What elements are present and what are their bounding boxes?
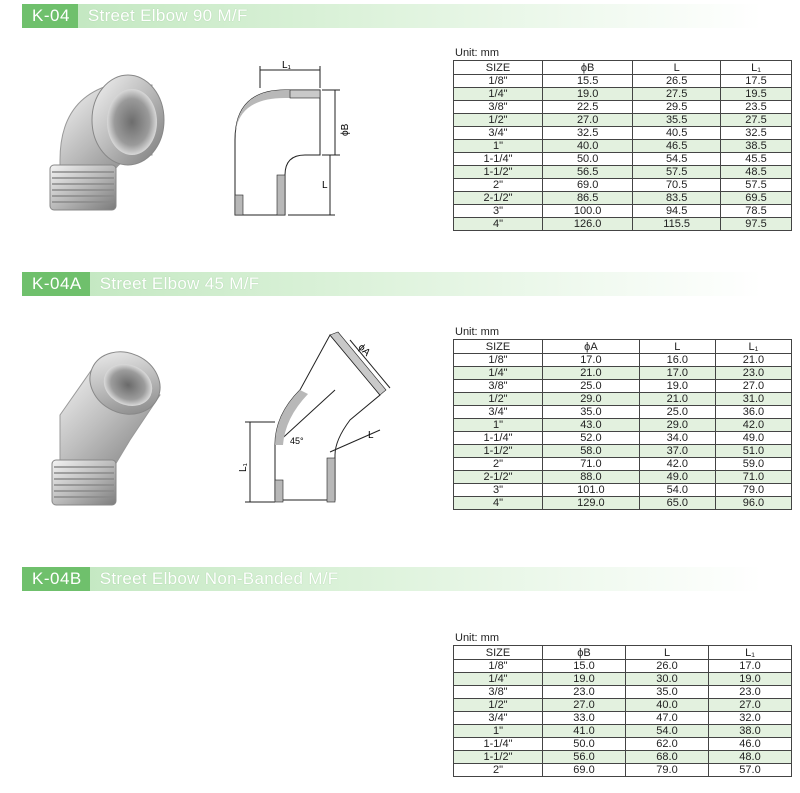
table-cell: 1/8" <box>454 660 543 673</box>
table-cell: 15.0 <box>543 660 626 673</box>
table-cell: 34.0 <box>639 432 715 445</box>
table-cell: 79.0 <box>626 764 709 777</box>
table-cell: 42.0 <box>715 419 791 432</box>
table-cell: 17.0 <box>709 660 792 673</box>
table-cell: 23.5 <box>721 101 792 114</box>
table-row <box>454 114 792 127</box>
table-cell: 129.0 <box>543 497 640 510</box>
table-row <box>454 458 792 471</box>
table-row <box>454 140 792 153</box>
table-row <box>454 445 792 458</box>
table-row <box>454 660 792 673</box>
table-cell: 35.5 <box>633 114 721 127</box>
table-cell: 54.5 <box>633 153 721 166</box>
table-cell: 45.5 <box>721 153 792 166</box>
table-cell: 57.5 <box>633 166 721 179</box>
table-cell: 2-1/2" <box>454 192 543 205</box>
table-cell: 25.0 <box>639 406 715 419</box>
section-title: Street Elbow Non-Banded M/F <box>99 569 339 588</box>
table-cell: 1-1/2" <box>454 751 543 764</box>
table-cell: 38.5 <box>721 140 792 153</box>
table-row <box>454 127 792 140</box>
table-cell: 1" <box>454 419 543 432</box>
table-cell: 15.5 <box>543 75 633 88</box>
table-cell: 33.0 <box>543 712 626 725</box>
table-cell: 23.0 <box>709 686 792 699</box>
column-header: L <box>626 646 709 660</box>
table-cell: 3/8" <box>454 101 543 114</box>
table-cell: 23.0 <box>543 686 626 699</box>
table-cell: 100.0 <box>543 205 633 218</box>
table-cell: 71.0 <box>715 471 791 484</box>
table-cell: 3" <box>454 484 543 497</box>
table-row <box>454 497 792 510</box>
table-cell: 2-1/2" <box>454 471 543 484</box>
table-cell: 1" <box>454 140 543 153</box>
table-cell: 1/4" <box>454 673 543 686</box>
table-row <box>454 738 792 751</box>
table-cell: 32.5 <box>721 127 792 140</box>
table-cell: 19.5 <box>721 88 792 101</box>
unit-label: Unit: mm <box>455 632 499 644</box>
table-row <box>454 699 792 712</box>
table-cell: 79.0 <box>715 484 791 497</box>
section-code: K-04B <box>22 567 90 591</box>
table-cell: 49.0 <box>715 432 791 445</box>
table-row <box>454 354 792 367</box>
column-header: L <box>633 61 721 75</box>
table-row <box>454 192 792 205</box>
table-cell: 22.5 <box>543 101 633 114</box>
table-cell: 32.5 <box>543 127 633 140</box>
section-header-k04a <box>22 272 762 296</box>
table-cell: 46.5 <box>633 140 721 153</box>
table-cell: 27.0 <box>543 114 633 127</box>
dim-l-label: L <box>368 430 374 441</box>
table-cell: 3/4" <box>454 406 543 419</box>
table-cell: 1/8" <box>454 75 543 88</box>
elbow-90-drawing <box>210 60 370 230</box>
table-cell: 21.0 <box>543 367 640 380</box>
table-row <box>454 432 792 445</box>
table-row <box>454 218 792 231</box>
table-header-row <box>454 646 792 660</box>
unit-label: Unit: mm <box>455 47 499 59</box>
table-row <box>454 179 792 192</box>
table-row <box>454 484 792 497</box>
table-row <box>454 380 792 393</box>
table-cell: 30.0 <box>626 673 709 686</box>
table-cell: 2" <box>454 458 543 471</box>
table-cell: 38.0 <box>709 725 792 738</box>
table-row <box>454 712 792 725</box>
table-row <box>454 725 792 738</box>
table-cell: 54.0 <box>639 484 715 497</box>
table-cell: 1/4" <box>454 88 543 101</box>
section-title: Street Elbow 90 M/F <box>87 6 248 25</box>
table-cell: 41.0 <box>543 725 626 738</box>
table-row <box>454 153 792 166</box>
table-cell: 27.5 <box>721 114 792 127</box>
dim-l1-label: L₁ <box>282 60 291 71</box>
table-cell: 56.0 <box>543 751 626 764</box>
table-cell: 19.0 <box>543 88 633 101</box>
table-cell: 48.5 <box>721 166 792 179</box>
table-cell: 1/8" <box>454 354 543 367</box>
table-cell: 71.0 <box>543 458 640 471</box>
column-header: L₁ <box>721 61 792 75</box>
table-cell: 19.0 <box>543 673 626 686</box>
table-cell: 97.5 <box>721 218 792 231</box>
unit-label: Unit: mm <box>455 326 499 338</box>
table-cell: 1/2" <box>454 699 543 712</box>
table-cell: 32.0 <box>709 712 792 725</box>
table-cell: 29.0 <box>639 419 715 432</box>
table-cell: 31.0 <box>715 393 791 406</box>
dim-l-label: L <box>322 180 328 191</box>
table-cell: 65.0 <box>639 497 715 510</box>
table-cell: 35.0 <box>543 406 640 419</box>
table-cell: 101.0 <box>543 484 640 497</box>
table-cell: 27.5 <box>633 88 721 101</box>
table-cell: 88.0 <box>543 471 640 484</box>
table-cell: 52.0 <box>543 432 640 445</box>
elbow-45-drawing <box>230 330 400 520</box>
table-cell: 3" <box>454 205 543 218</box>
table-cell: 1-1/4" <box>454 432 543 445</box>
table-row <box>454 393 792 406</box>
dim-b-label: ϕB <box>340 123 351 136</box>
table-cell: 17.0 <box>639 367 715 380</box>
dim-a-label: ϕA <box>355 342 373 359</box>
table-cell: 69.5 <box>721 192 792 205</box>
table-cell: 27.0 <box>543 699 626 712</box>
table-cell: 1/4" <box>454 367 543 380</box>
table-cell: 3/8" <box>454 380 543 393</box>
table-cell: 1-1/4" <box>454 153 543 166</box>
table-cell: 69.0 <box>543 764 626 777</box>
table-cell: 21.0 <box>639 393 715 406</box>
table-cell: 40.0 <box>543 140 633 153</box>
table-cell: 68.0 <box>626 751 709 764</box>
section-title: Street Elbow 45 M/F <box>99 274 260 293</box>
column-header: L₁ <box>709 646 792 660</box>
table-cell: 57.0 <box>709 764 792 777</box>
table-cell: 2" <box>454 179 543 192</box>
column-header: SIZE <box>454 340 543 354</box>
spec-table-k04b <box>453 645 792 777</box>
table-row <box>454 751 792 764</box>
table-row <box>454 764 792 777</box>
table-row <box>454 419 792 432</box>
dim-l1-label: L₁ <box>238 463 249 472</box>
table-cell: 26.5 <box>633 75 721 88</box>
table-cell: 49.0 <box>639 471 715 484</box>
table-cell: 1/2" <box>454 114 543 127</box>
table-row <box>454 166 792 179</box>
table-cell: 21.0 <box>715 354 791 367</box>
table-cell: 83.5 <box>633 192 721 205</box>
table-cell: 70.5 <box>633 179 721 192</box>
table-cell: 1-1/2" <box>454 445 543 458</box>
table-row <box>454 101 792 114</box>
table-cell: 35.0 <box>626 686 709 699</box>
table-cell: 94.5 <box>633 205 721 218</box>
column-header: L₁ <box>715 340 791 354</box>
table-header-row <box>454 61 792 75</box>
column-header: L <box>639 340 715 354</box>
table-cell: 1-1/2" <box>454 166 543 179</box>
table-cell: 50.0 <box>543 153 633 166</box>
column-header: ϕB <box>543 646 626 660</box>
table-cell: 46.0 <box>709 738 792 751</box>
table-cell: 3/4" <box>454 127 543 140</box>
table-cell: 16.0 <box>639 354 715 367</box>
section-code: K-04 <box>22 4 78 28</box>
table-row <box>454 686 792 699</box>
table-cell: 86.5 <box>543 192 633 205</box>
table-cell: 51.0 <box>715 445 791 458</box>
table-cell: 56.5 <box>543 166 633 179</box>
table-cell: 4" <box>454 218 543 231</box>
table-cell: 29.5 <box>633 101 721 114</box>
spec-table-k04 <box>453 60 792 231</box>
table-cell: 25.0 <box>543 380 640 393</box>
elbow-90-photo <box>40 60 180 220</box>
table-cell: 4" <box>454 497 543 510</box>
table-cell: 3/8" <box>454 686 543 699</box>
table-cell: 26.0 <box>626 660 709 673</box>
table-cell: 3/4" <box>454 712 543 725</box>
table-cell: 17.0 <box>543 354 640 367</box>
table-cell: 19.0 <box>709 673 792 686</box>
table-header-row <box>454 340 792 354</box>
table-cell: 40.0 <box>626 699 709 712</box>
table-cell: 36.0 <box>715 406 791 419</box>
table-cell: 27.0 <box>709 699 792 712</box>
section-code: K-04A <box>22 272 90 296</box>
table-row <box>454 367 792 380</box>
table-cell: 62.0 <box>626 738 709 751</box>
table-cell: 126.0 <box>543 218 633 231</box>
table-cell: 29.0 <box>543 393 640 406</box>
column-header: SIZE <box>454 61 543 75</box>
table-cell: 2" <box>454 764 543 777</box>
table-cell: 47.0 <box>626 712 709 725</box>
table-row <box>454 673 792 686</box>
table-cell: 1-1/4" <box>454 738 543 751</box>
section-header-k04b <box>22 567 762 591</box>
table-cell: 1/2" <box>454 393 543 406</box>
table-row <box>454 75 792 88</box>
table-cell: 57.5 <box>721 179 792 192</box>
table-cell: 19.0 <box>639 380 715 393</box>
table-row <box>454 406 792 419</box>
table-cell: 1" <box>454 725 543 738</box>
table-cell: 43.0 <box>543 419 640 432</box>
table-cell: 40.5 <box>633 127 721 140</box>
table-row <box>454 205 792 218</box>
angle-label: 45° <box>290 436 304 446</box>
table-cell: 50.0 <box>543 738 626 751</box>
table-cell: 96.0 <box>715 497 791 510</box>
table-cell: 54.0 <box>626 725 709 738</box>
table-cell: 59.0 <box>715 458 791 471</box>
table-cell: 23.0 <box>715 367 791 380</box>
table-cell: 27.0 <box>715 380 791 393</box>
table-row <box>454 88 792 101</box>
table-cell: 115.5 <box>633 218 721 231</box>
table-cell: 37.0 <box>639 445 715 458</box>
column-header: ϕA <box>543 340 640 354</box>
spec-table-k04a <box>453 339 792 510</box>
table-cell: 58.0 <box>543 445 640 458</box>
elbow-45-photo <box>40 335 180 515</box>
column-header: ϕB <box>543 61 633 75</box>
table-cell: 69.0 <box>543 179 633 192</box>
section-header-k04 <box>22 4 762 28</box>
table-cell: 17.5 <box>721 75 792 88</box>
table-cell: 42.0 <box>639 458 715 471</box>
table-cell: 78.5 <box>721 205 792 218</box>
table-cell: 48.0 <box>709 751 792 764</box>
column-header: SIZE <box>454 646 543 660</box>
table-row <box>454 471 792 484</box>
